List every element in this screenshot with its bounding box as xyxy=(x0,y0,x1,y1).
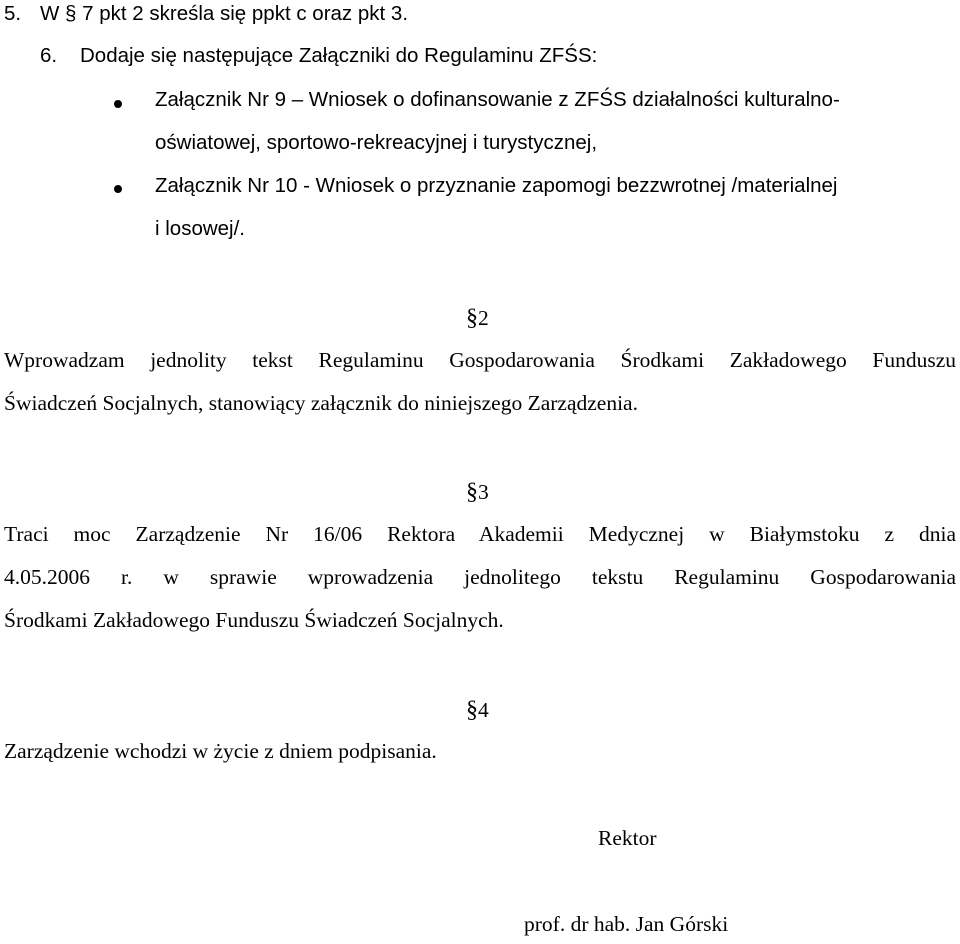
section-sign-icon: § xyxy=(466,479,478,505)
bullet-2-line-1: Załącznik Nr 10 - Wniosek o przyznanie zapomogi bezzwrotnej /materialnej xyxy=(155,174,838,197)
list-item-6-text: Dodaje się następujące Załączniki do Regulaminu ZFŚS: xyxy=(80,44,598,67)
signature-title: Rektor xyxy=(598,826,657,850)
section-number: 3 xyxy=(478,480,489,504)
section-3-line-1: Traci moc Zarządzenie Nr 16/06 Rektora Akademii Medycznej w Białymstoku z dnia xyxy=(4,522,956,546)
list-item-5-text: W § 7 pkt 2 skreśla się ppkt c oraz pkt 3. xyxy=(40,2,409,25)
section-number: 2 xyxy=(478,306,489,330)
section-sign-icon: § xyxy=(466,305,478,331)
section-number: 4 xyxy=(478,698,489,722)
section-3-line-2: 4.05.2006 r. w sprawie wprowadzenia jednolitego tekstu Regulaminu Gospodarowania xyxy=(4,565,956,589)
bullet-1-line-1: Załącznik Nr 9 – Wniosek o dofinansowanie z ZFŚS działalności kulturalno- xyxy=(155,88,840,111)
bullet-1-line-2: oświatowej, sportowo-rekreacyjnej i turystycznej, xyxy=(155,131,598,154)
section-2-line-1: Wprowadzam jednolity tekst Regulaminu Gospodarowania Środkami Zakładowego Funduszu xyxy=(4,348,956,372)
section-3-heading xyxy=(466,480,489,504)
bullet-icon xyxy=(114,100,122,108)
bullet-2-line-2: i losowej/. xyxy=(155,217,246,240)
section-2-line-2: Świadczeń Socjalnych, stanowiący załącznik do niniejszego Zarządzenia. xyxy=(4,391,638,415)
section-sign-icon: § xyxy=(466,697,478,723)
section-2-heading xyxy=(466,306,489,330)
list-number-6: 6. xyxy=(40,44,58,67)
section-4-heading xyxy=(466,698,489,722)
bullet-icon xyxy=(114,185,122,193)
section-4-line-1: Zarządzenie wchodzi w życie z dniem podpisania. xyxy=(4,739,437,763)
section-3-line-3: Środkami Zakładowego Funduszu Świadczeń Socjalnych. xyxy=(4,608,504,632)
signature-name: prof. dr hab. Jan Górski xyxy=(524,912,729,936)
list-number-5: 5. xyxy=(4,2,22,25)
